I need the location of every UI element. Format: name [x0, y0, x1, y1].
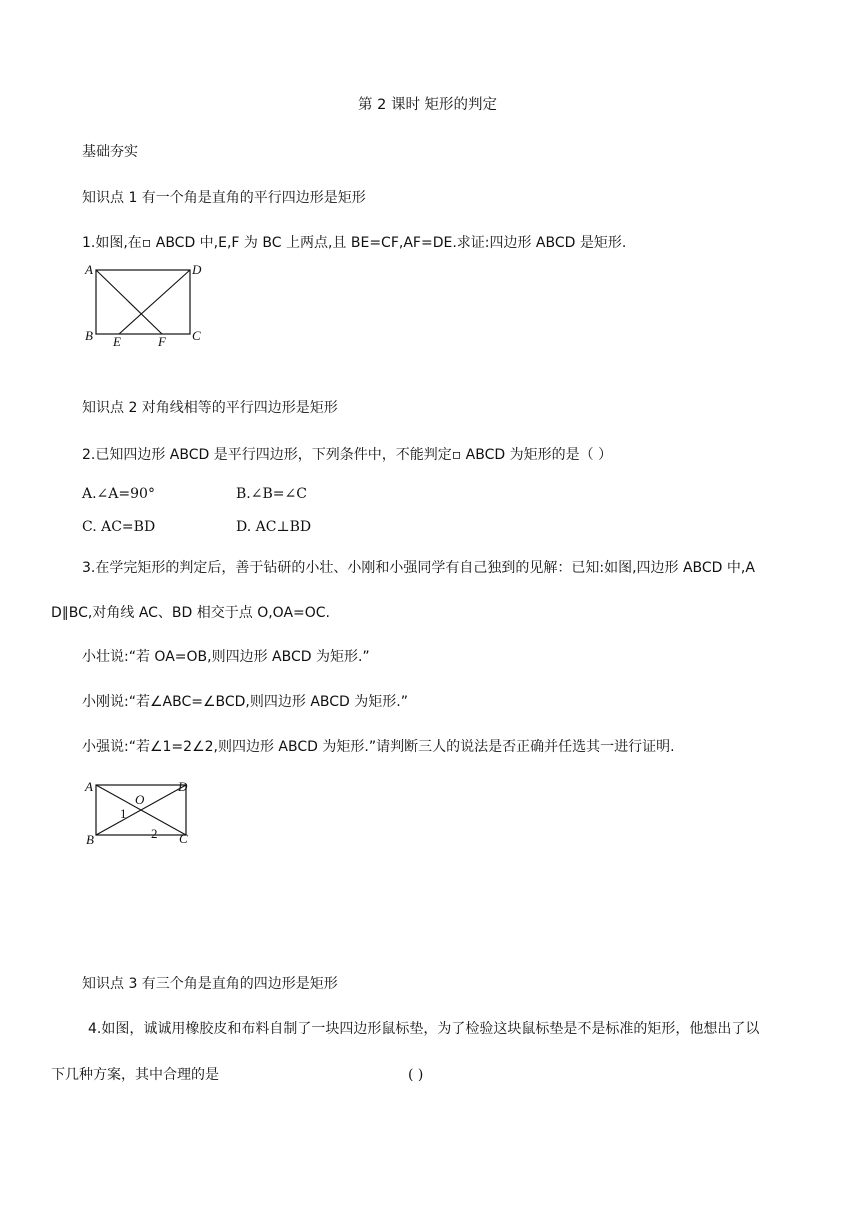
- figure-2-label-d: D: [178, 779, 188, 794]
- question-2-option-b: B.∠B=∠C: [236, 486, 307, 502]
- figure-1-label-c: C: [192, 328, 201, 343]
- figure-2-angle-1: 1: [120, 806, 127, 821]
- question-3-xiaogang: 小刚说:“若∠ABC=∠BCD,则四边形 ABCD 为矩形.”: [82, 694, 408, 710]
- figure-1-label-b: B: [85, 328, 93, 343]
- question-3-xiaozhuang: 小壮说:“若 OA=OB,则四边形 ABCD 为矩形.”: [82, 649, 370, 665]
- figure-2-label-c: C: [179, 831, 188, 846]
- question-3-line-2: D∥BC,对角线 AC、BD 相交于点 O,OA=OC.: [51, 605, 331, 621]
- figure-1-label-d: D: [192, 262, 202, 277]
- knowledge-point-1-heading: 知识点 1 有一个角是直角的平行四边形是矩形: [82, 190, 366, 206]
- figure-2-label-a: A: [85, 779, 93, 794]
- question-1: 1.如图,在▫ ABCD 中,E,F 为 BC 上两点,且 BE=CF,AF=DE.求证:四边形 ABCD 是矩形.: [82, 235, 627, 251]
- question-3-line-1: 3.在学完矩形的判定后，善于钻研的小壮、小刚和小强同学有自己独到的见解：已知:如图,四边形 ABCD 中,A: [82, 560, 755, 576]
- figure-1-label-e: E: [113, 334, 121, 349]
- knowledge-point-3-heading: 知识点 3 有三个角是直角的四边形是矩形: [82, 976, 338, 992]
- question-4-answer-blank: ( ): [408, 1067, 424, 1083]
- question-2-option-c: C. AC=BD: [82, 519, 156, 535]
- question-4-line-2: 下几种方案，其中合理的是: [51, 1067, 219, 1083]
- figure-1-label-a: A: [85, 262, 93, 277]
- question-3-xiaoqiang: 小强说:“若∠1=2∠2,则四边形 ABCD 为矩形.”请判断三人的说法是否正确并任选其一进行证明.: [82, 739, 675, 755]
- figure-1-rectangle-diagram: [82, 260, 212, 350]
- page-title: 第 2 课时 矩形的判定: [358, 97, 498, 113]
- knowledge-point-2-heading: 知识点 2 对角线相等的平行四边形是矩形: [82, 400, 338, 416]
- figure-2-angle-2: 2: [151, 826, 158, 841]
- question-2-option-a: A.∠A=90°: [82, 486, 155, 502]
- figure-1-rectangle: [96, 270, 190, 334]
- figure-2-label-o: O: [135, 792, 145, 807]
- question-2: 2.已知四边形 ABCD 是平行四边形，下列条件中，不能判定▫ ABCD 为矩形的是（ ）: [82, 447, 613, 463]
- figure-2-label-b: B: [86, 832, 94, 847]
- section-heading: 基础夯实: [82, 144, 138, 160]
- figure-2-rectangle-diagram: [82, 776, 202, 852]
- figure-1-label-f: F: [158, 334, 166, 349]
- question-4-line-1: 4.如图，诚诚用橡胶皮和布料自制了一块四边形鼠标垫，为了检验这块鼠标垫是不是标准的矩形，他想出了以: [88, 1021, 760, 1037]
- question-2-option-d: D. AC⊥BD: [236, 519, 312, 535]
